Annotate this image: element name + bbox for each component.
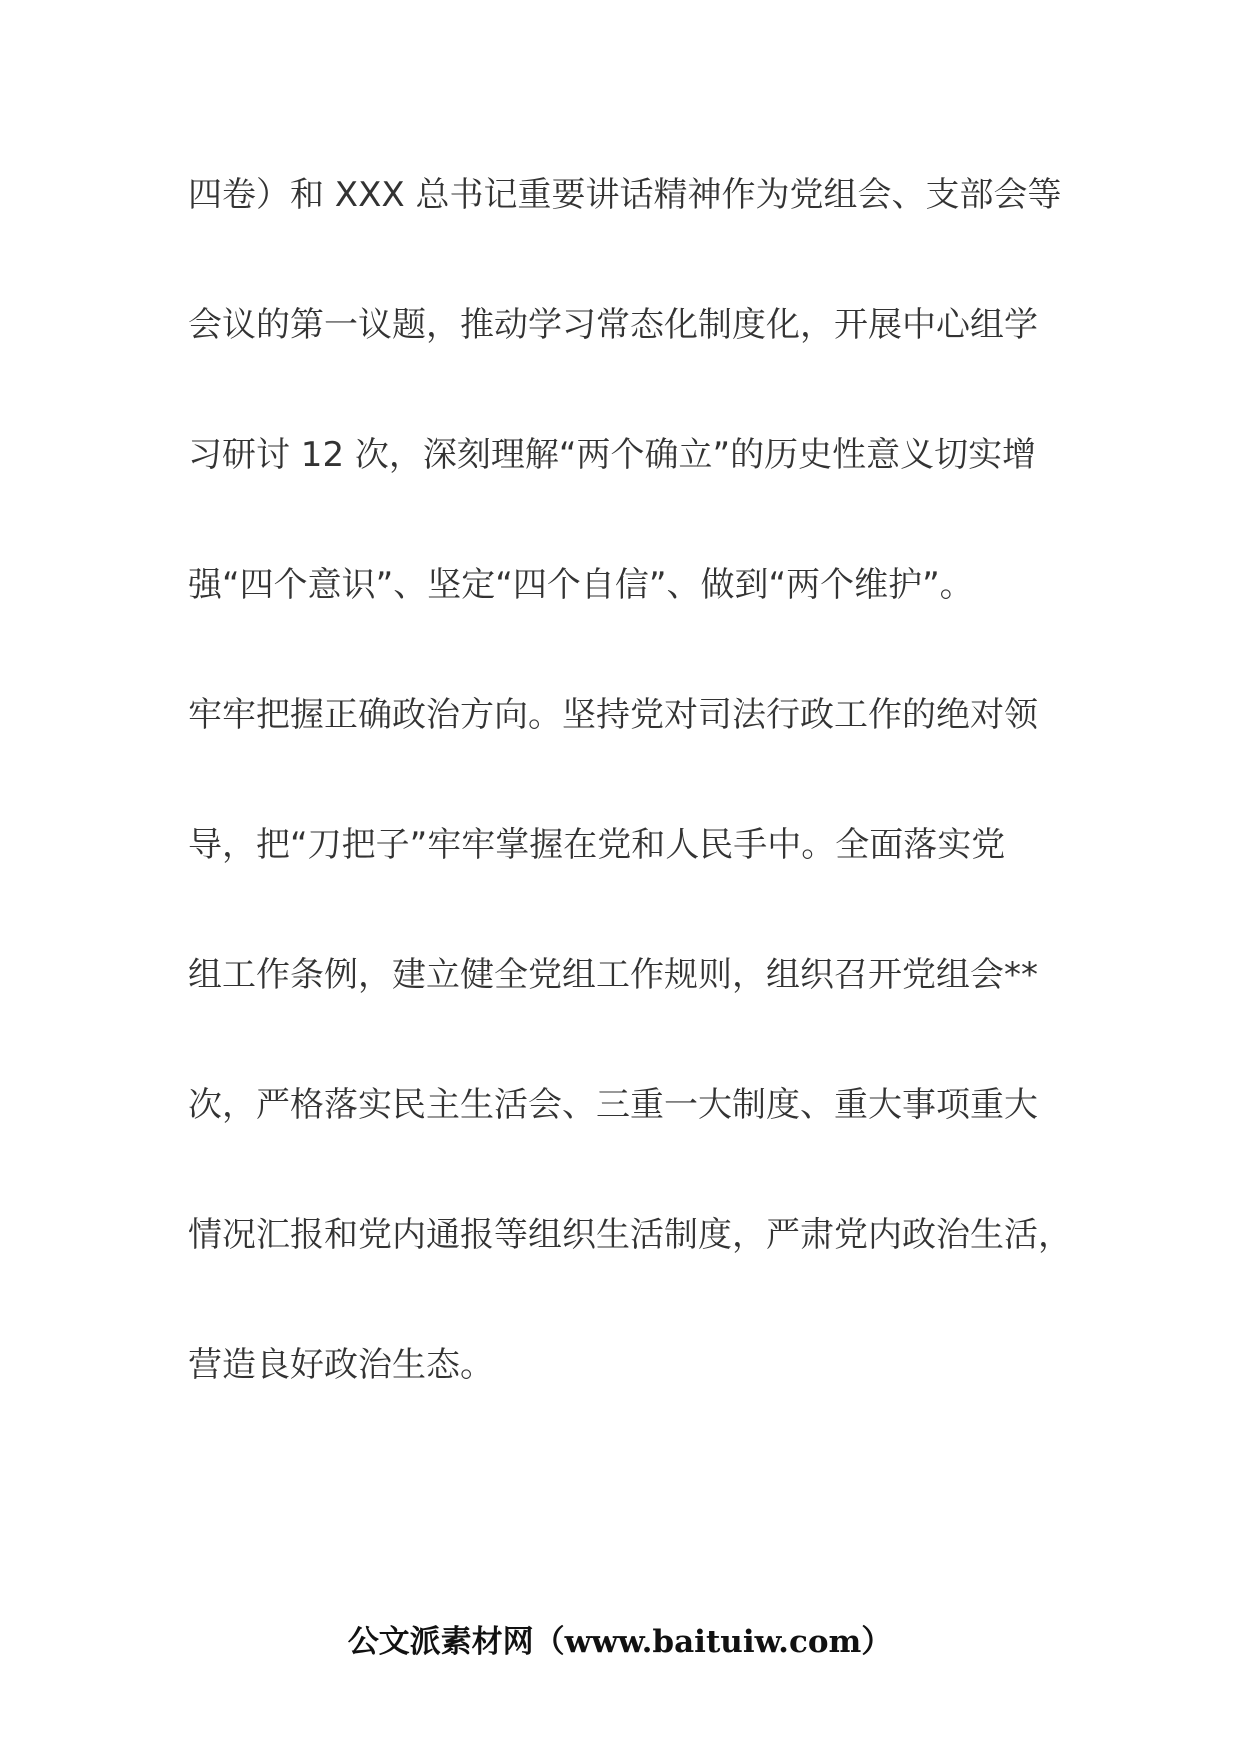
paragraph-line: 四卷）和 XXX 总书记重要讲话精神作为党组会、支部会等 xyxy=(188,175,1062,215)
paragraph-line: 情况汇报和党内通报等组织生活制度，严肃党内政治生活， xyxy=(188,1215,1072,1255)
paragraph-line: 次，严格落实民主生活会、三重一大制度、重大事项重大 xyxy=(188,1085,1038,1125)
paragraph-line: 牢牢把握正确政治方向。坚持党对司法行政工作的绝对领 xyxy=(188,695,1038,735)
paragraph-line: 营造良好政治生态。 xyxy=(188,1345,494,1385)
paragraph-line: 习研讨 12 次，深刻理解“两个确立”的历史性意义切实增 xyxy=(188,435,1037,475)
page-footer: 公文派素材网（www.baituiw.com） xyxy=(347,1624,893,1660)
paragraph-line: 会议的第一议题，推动学习常态化制度化，开展中心组学 xyxy=(188,305,1038,345)
paragraph-line: 组工作条例，建立健全党组工作规则，组织召开党组会** xyxy=(188,955,1038,995)
paragraph-line: 强“四个意识”、坚定“四个自信”、做到“两个维护”。 xyxy=(188,565,974,605)
paragraph-line: 导，把“刀把子”牢牢掌握在党和人民手中。全面落实党 xyxy=(188,825,1006,865)
